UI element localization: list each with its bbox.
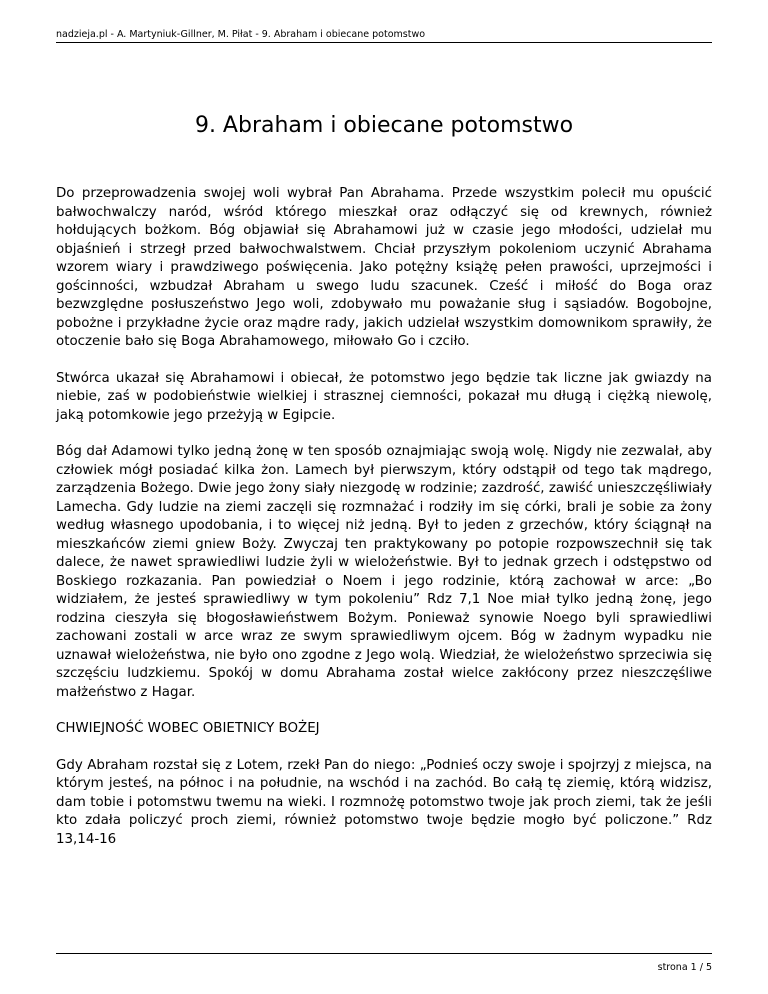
page-header: nadzieja.pl - A. Martyniuk-Gillner, M. Piłat - 9. Abraham i obiecane potomstwo [56,29,426,40]
paragraph: Stwórca ukazał się Abrahamowi i obiecał, że potomstwo jego będzie tak liczne jak gwiazdy na niebie, zaś w podobieństwie wielkiej i strasznej ciemności, pokazał mu długą i ciężką niewolę, jaką potomkowie jego przeżyją w Egipcie. [56,370,712,423]
footer-divider [56,953,712,954]
paragraph: Bóg dał Adamowi tylko jedną żonę w ten sposób oznajmiając swoją wolę. Nigdy nie zezwalał, aby człowiek mógł posiadać kilka żon. Lamech był pierwszym, który odstąpił od tego tak mądrego, zarządzenia Bożego. Dwie jego żony siały niezgodę w rodzinie; zazdrość, zawiść unieszczęśliwiały Lamecha. Gdy ludzie na ziemi zaczęli się rozmnażać i rodziły im się córki, brali je sobie za żony według własnego upodobania, i to więcej niż jedną. Był to jeden z grzechów, który ściągnął na mieszkańców ziemi gniew Boży. Zwyczaj ten praktykowany po potopie rozpowszechnił się tak dalece, że nawet sprawiedliwi ludzie żyli w wielożeństwie. Był to jednak grzech i odstępstwo od Boskiego rozkazania. Pan powiedział o Noem i jego rodzinie, którą zachował w arce: „Bo widziałem, że jesteś sprawiedliwy w tym pokoleniu” Rdz 7,1 Noe miał tylko jedną żonę, jego rodzina cieszyła się błogosławieństwem Bożym. Ponieważ synowie Noego byli sprawiedliwi zachowani zostali w arce wraz ze swym sprawiedliwym ojcem. Bóg w żadnym wypadku nie uznawał wielożeństwa, nie było ono zgodne z Jego wolą. Wiedział, że wielożeństwo sprzeciwia się szczęściu ludzkiemu. Spokój w domu Abrahama został wielce zakłócony przez nieszczęśliwe małżeństwo z Hagar. [56,444,712,700]
paragraph: Gdy Abraham rozstał się z Lotem, rzekł Pan do niego: „Podnieś oczy swoje i spojrzyj z miejsca, na którym jesteś, na północ i na południe, na wschód i na zachód. Bo całą tę ziemię, którą widzisz, dam tobie i potomstwu twemu na wieki. I rozmnożę potomstwo twoje jak proch ziemi, tak że jeśli kto zdała policzyć proch ziemi, również potomstwo twoje będzie mogło być policzone.” Rdz 13,14-16 [56,757,712,847]
paragraph: Do przeprowadzenia swojej woli wybrał Pan Abrahama. Przede wszystkim polecił mu opuścić bałwochwalczy naród, wśród którego mieszkał oraz odłączyć się od krewnych, również hołdujących bożkom. Bóg objawiał się Abrahamowi już w czasie jego młodości, udzielał mu objaśnień i strzegł przed bałwochwalstwem. Chciał przyszłym pokoleniom uczynić Abrahama wzorem wiary i prawdziwego poświęcenia. Jako potężny książę pełen prawości, uprzejmości i gościnności, wzbudzał Abraham u swego ludu szacunek. Cześć i miłość do Boga oraz bezwzględne posłuszeństwo Jego woli, zdobywało mu poważanie sług i sąsiadów. Bogobojne, pobożne i przykładne życie oraz mądre rady, jakich udzielał wszystkim domownikom sprawiły, że otoczenie bało się Boga Abrahamowego, miłowało Go i czciło. [56,186,712,349]
document-title: 9. Abraham i obiecane potomstwo [194,113,574,138]
document-body [56,185,712,867]
section-heading: CHWIEJNOŚĆ WOBEC OBIETNICY BOŻEJ [56,721,320,736]
page-number: strona 1 / 5 [657,962,712,973]
header-divider [56,42,712,43]
